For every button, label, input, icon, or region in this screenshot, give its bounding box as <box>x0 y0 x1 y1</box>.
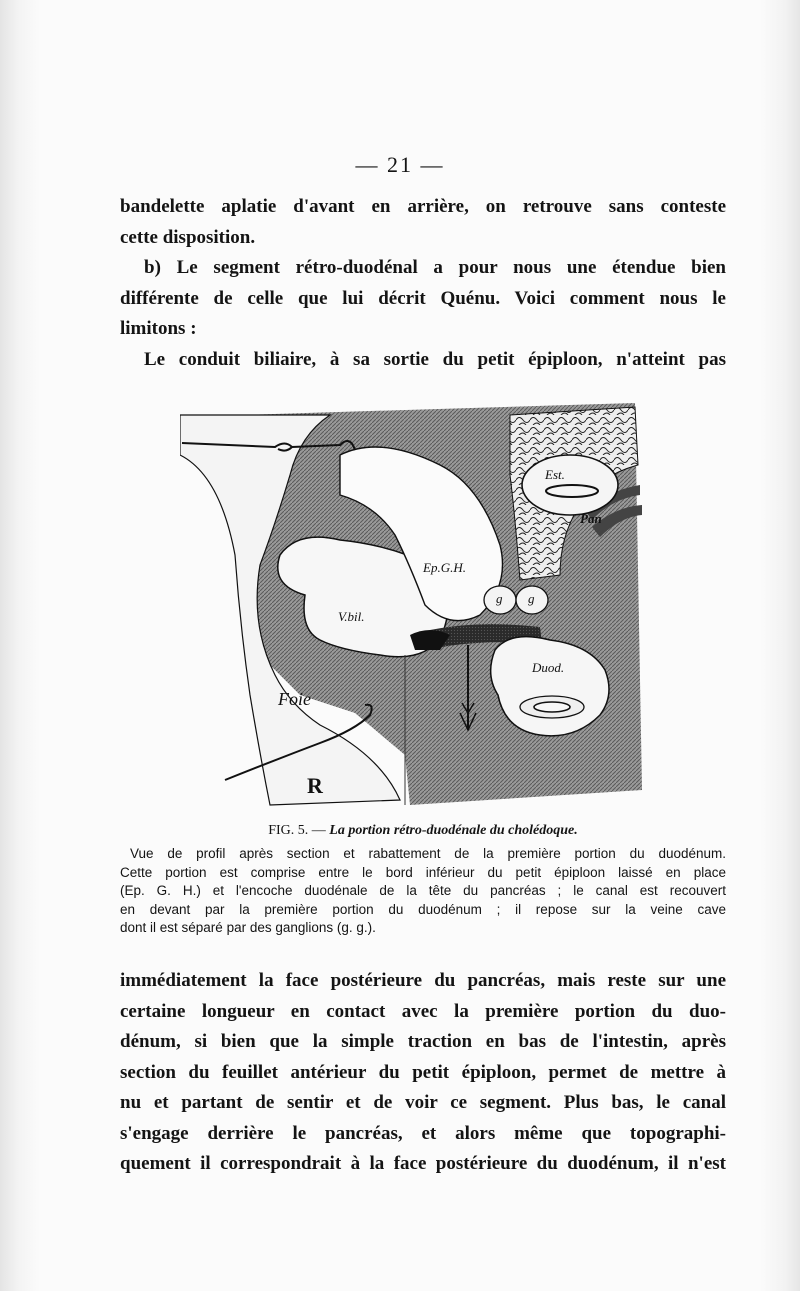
caption-line: Cette portion est comprise entre le bord inférieur du petit épiploon laissé en place <box>120 864 726 880</box>
top-paragraph <box>120 192 726 375</box>
figure-drawing <box>180 395 650 815</box>
page-number: — 21 — <box>355 152 445 177</box>
label-g2: g <box>528 591 535 606</box>
text-line: bandelette aplatie d'avant en arrière, on retrouve sans conteste <box>120 196 726 217</box>
figure-caption-body <box>120 845 726 938</box>
label-g1: g <box>496 591 503 606</box>
figure-title: La portion rétro-duodénale du cholédoque. <box>329 823 578 838</box>
anatomical-figure <box>180 395 650 815</box>
caption-line: dont il est séparé par des ganglions (g. g.). <box>120 920 376 935</box>
text-line: limitons : <box>120 318 197 339</box>
text-line: b) Le segment rétro-duodénal a pour nous une étendue bien <box>144 257 726 278</box>
duodenum-lumen <box>534 702 570 712</box>
text-line: Le conduit biliaire, à sa sortie du petit épiploon, n'atteint pas <box>144 348 726 370</box>
bottom-paragraph <box>120 966 726 1180</box>
label-pan: Pan <box>580 511 602 526</box>
caption-line: Vue de profil après section et rabattement de la première portion du duodénum. <box>130 846 726 861</box>
text-line: s'engage derrière le pancréas, et alors même que topographi- <box>120 1122 726 1144</box>
caption-line: en devant par la première portion du duodénum ; il repose sur la veine cave <box>120 901 726 917</box>
text-line: cette disposition. <box>120 226 256 248</box>
text-line: quement il correspondrait à la face postérieure du duodénum, il n'est <box>120 1153 726 1174</box>
text-line: dénum, si bien que la simple traction en bas de l'intestin, après <box>120 1031 726 1052</box>
engraver-monogram: R <box>307 773 323 798</box>
label-duod: Duod. <box>532 660 565 675</box>
label-vbil: V.bil. <box>338 609 365 624</box>
label-ep-gh: Ep.G.H. <box>423 560 466 575</box>
text-line: certaine longueur en contact avec la première portion du duo- <box>120 1000 726 1022</box>
text-line: différente de celle que lui décrit Quénu. Voici comment nous le <box>120 287 726 309</box>
text-line: nu et partant de sentir et de voir ce segment. Plus bas, le canal <box>120 1092 726 1113</box>
figure-caption-title: FIG. 5. — La portion rétro-duodénale du cholédoque. <box>268 823 578 838</box>
caption-line: (Ep. G. H.) et l'encoche duodénale de la tête du pancréas ; le canal est recouvert <box>120 883 726 898</box>
figure-number: FIG. 5. <box>268 823 309 838</box>
label-est: Est. <box>545 467 565 482</box>
text-line: immédiatement la face postérieure du pancréas, mais reste sur une <box>120 970 726 991</box>
label-foie: Foie <box>278 689 311 709</box>
text-line: section du feuillet antérieur du petit épiploon, permet de mettre à <box>120 1061 726 1083</box>
